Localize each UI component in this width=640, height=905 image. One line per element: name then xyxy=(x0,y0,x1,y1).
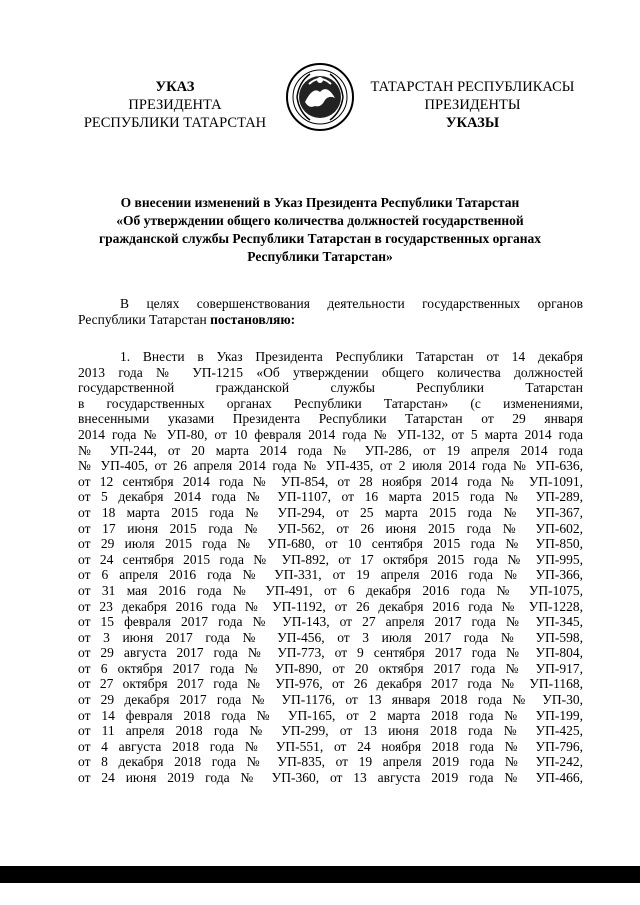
header-left-line-1: УКАЗ xyxy=(155,79,195,95)
scan-edge-bar xyxy=(0,866,640,883)
preamble-text: Республики Татарстан xyxy=(78,311,207,327)
item-1-line: от 23 декабря 2016 года № УП-1192, от 26 декабря 2016 года № УП-1228, xyxy=(78,598,583,614)
item-1-line: от 3 июня 2017 года № УП-456, от 3 июля 2017 года № УП-598, xyxy=(78,629,583,645)
item-1-line: в государственных органах Республики Татарстан» (с изменениями, xyxy=(78,395,583,411)
item-1-line: от 14 февраля 2018 года № УП-165, от 2 марта 2018 года № УП-199, xyxy=(78,707,583,723)
title-line-1: О внесении изменений в Указ Президента Республики Татарстан xyxy=(120,195,520,210)
title-line-4: Республики Татарстан» xyxy=(247,249,393,264)
item-1-line: 2013 года № УП-1215 «Об утверждении общего количества должностей xyxy=(78,364,583,380)
item-1-line: от 27 октября 2017 года № УП-976, от 26 декабря 2017 года № УП-1168, xyxy=(78,676,583,692)
item-1-line: от 6 апреля 2016 года № УП-331, от 19 апреля 2016 года № УП-366, xyxy=(78,567,583,583)
header-left-line-2: ПРЕЗИДЕНТА xyxy=(128,97,222,113)
item-1-line: внесенными указами Президента Республики Татарстан от 29 января xyxy=(78,411,583,427)
item-1-line: от 11 апреля 2018 года № УП-299, от 13 июня 2018 года № УП-425, xyxy=(78,723,583,739)
item-1-line: 1. Внести в Указ Президента Республики Татарстан от 14 декабря xyxy=(120,349,583,364)
item-1-line: от 29 июля 2015 года № УП-680, от 10 сентября 2015 года № УП-850, xyxy=(78,536,583,552)
item-1-line: от 29 декабря 2017 года № УП-1176, от 13 января 2018 года № УП-30, xyxy=(78,692,583,708)
document-title xyxy=(60,194,580,266)
header-right-line-2: ПРЕЗИДЕНТЫ xyxy=(424,97,521,113)
item-1-line: 2014 года № УП-80, от 10 февраля 2014 года № УП-132, от 5 марта 2014 года xyxy=(78,426,583,442)
header-right-line-1: ТАТАРСТАН РЕСПУБЛИКАСЫ xyxy=(370,79,575,95)
preamble-paragraph xyxy=(78,296,583,327)
item-1-line: от 24 июня 2019 года № УП-360, от 13 августа 2019 года № УП-466, xyxy=(78,770,583,786)
preamble-line-2 xyxy=(78,312,583,328)
item-1-line: от 8 декабря 2018 года № УП-835, от 19 апреля 2019 года № УП-242, xyxy=(78,754,583,770)
item-1-line: от 17 июня 2015 года № УП-562, от 26 июня 2015 года № УП-602, xyxy=(78,520,583,536)
item-1-line: государственной гражданской службы Республики Татарстан xyxy=(78,380,583,396)
item-1-line: от 31 мая 2016 года № УП-491, от 6 декабря 2016 года № УП-1075, xyxy=(78,582,583,598)
item-1-line: от 24 сентября 2015 года № УП-892, от 17 октября 2015 года № УП-995, xyxy=(78,551,583,567)
item-1-line: от 4 августа 2018 года № УП-551, от 24 ноября 2018 года № УП-796, xyxy=(78,738,583,754)
title-line-3: гражданской службы Республики Татарстан в государственных органах xyxy=(98,231,542,246)
preamble-line-1: В целях совершенствования деятельности государственных органов xyxy=(120,296,583,311)
title-line-2: «Об утверждении общего количества должностей государственной xyxy=(116,213,524,228)
header-right xyxy=(360,78,585,132)
item-1-line: от 6 октября 2017 года № УП-890, от 20 октября 2017 года № УП-917, xyxy=(78,660,583,676)
item-1-line: от 18 марта 2015 года № УП-294, от 25 марта 2015 года № УП-367, xyxy=(78,504,583,520)
item-1-line: от 15 февраля 2017 года № УП-143, от 27 апреля 2017 года № УП-345, xyxy=(78,614,583,630)
item-1-line: № УП-244, от 20 марта 2014 года № УП-286, от 19 апреля 2014 года xyxy=(78,442,583,458)
item-1-line: от 29 августа 2017 года № УП-773, от 9 сентября 2017 года № УП-804, xyxy=(78,645,583,661)
coat-of-arms-icon xyxy=(285,62,355,132)
item-1-line: от 5 декабря 2014 года № УП-1107, от 16 марта 2015 года № УП-289, xyxy=(78,489,583,505)
header-right-line-3: УКАЗЫ xyxy=(445,115,500,131)
header-left xyxy=(70,78,280,132)
item-1-paragraph xyxy=(78,349,583,786)
item-1-line: № УП-405, от 26 апреля 2014 года № УП-435, от 2 июля 2014 года № УП-636, xyxy=(78,458,583,474)
header-left-line-3: РЕСПУБЛИКИ ТАТАРСТАН xyxy=(83,115,267,131)
preamble-decree-word: постановляю: xyxy=(210,311,296,327)
item-1-line: от 12 сентября 2014 года № УП-854, от 28 ноября 2014 года № УП-1091, xyxy=(78,473,583,489)
